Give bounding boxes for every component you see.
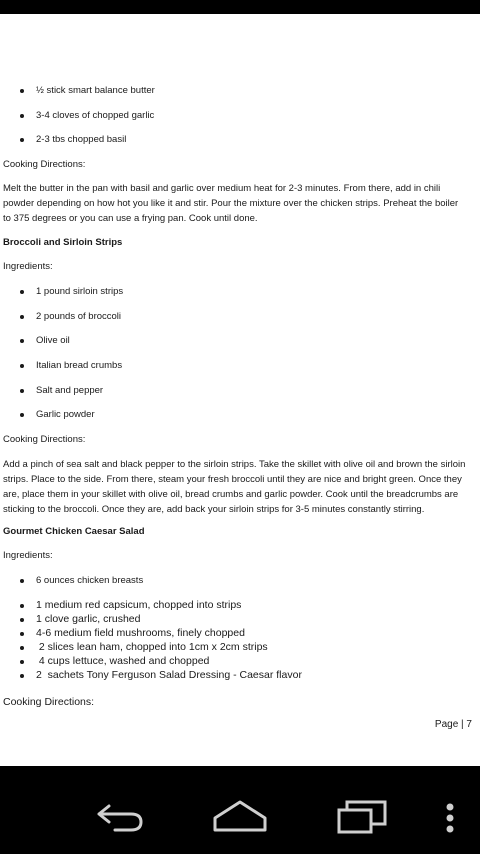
ingredient-item: 3-4 cloves of chopped garlic [36,110,155,121]
ingredient-item: Garlic powder [36,409,95,420]
document-page[interactable] [0,14,480,766]
bullet [20,138,24,142]
ingredients-label: Ingredients: [3,550,53,561]
back-button[interactable] [85,796,155,836]
directions-line: sticking to the broccoli. Once they are, add back your sirloin strips for 3-5 minutes constantly stirring. [3,504,425,515]
ingredient-item: ½ stick smart balance butter [36,85,155,96]
back-arrow-icon [85,796,155,836]
directions-line: strips. Place to the side. From there, steam your fresh broccoli until they are nice and bright green. Once they [3,474,462,485]
recents-icon [327,796,397,836]
home-button[interactable] [205,796,275,836]
ingredient-item: 1 pound sirloin strips [36,286,124,297]
directions-line: are, place them in your skillet with olive oil, bread crumbs and garlic powder. Cook until the breadcrumbs are [3,489,459,500]
bullet [20,618,24,622]
bullet [20,114,24,118]
bullet [20,389,24,393]
ingredient-item: 6 ounces chicken breasts [36,575,144,586]
ingredient-item: 2-3 tbs chopped basil [36,134,127,145]
directions-label: Cooking Directions: [3,434,86,445]
directions-paragraph [3,457,475,517]
ingredients-label: Ingredients: [3,261,53,272]
directions-label: Cooking Directions: [3,159,86,170]
ingredient-item: Olive oil [36,335,70,346]
recents-button[interactable] [327,796,397,836]
bullet [20,339,24,343]
recipe-title: Gourmet Chicken Caesar Salad [3,526,145,537]
bullet [20,579,24,583]
ingredient-item: 1 clove garlic, crushed [36,613,141,625]
ingredient-item: Italian bread crumbs [36,360,123,371]
bullet [20,660,24,664]
directions-label: Cooking Directions: [3,696,95,708]
bullet [20,604,24,608]
ingredient-item: 2 slices lean ham, chopped into 1cm x 2cm strips [36,641,268,653]
home-icon [205,796,275,836]
bullet [20,89,24,93]
status-bar [0,0,480,14]
directions-line: Melt the butter in the pan with basil and garlic over medium heat for 2-3 minutes. From there, add in chili [3,183,441,194]
overflow-menu-button[interactable] [420,796,480,836]
bullet [20,315,24,319]
ingredient-item: 4 cups lettuce, washed and chopped [36,655,210,667]
ingredient-item: Salt and pepper [36,385,104,396]
directions-line: powder depending on how hot you like it and stir. Pour the mixture over the chicken strips. Preheat the boiler [3,198,459,209]
bullet [20,674,24,678]
navigation-bar [0,766,480,854]
ingredient-item: 2 sachets Tony Ferguson Salad Dressing - Caesar flavor [36,669,302,681]
bullet [20,364,24,368]
page-number: Page | 7 [434,719,472,730]
directions-line: to 375 degrees or you can use a frying pan. Cook until done. [3,213,258,224]
bullet [20,632,24,636]
bullet [20,646,24,650]
ingredient-item: 1 medium red capsicum, chopped into strips [36,599,242,611]
recipe-title: Broccoli and Sirloin Strips [3,237,123,248]
ingredient-item: 4-6 medium field mushrooms, finely chopped [36,627,245,639]
bullet [20,290,24,294]
directions-line: Add a pinch of sea salt and black pepper to the sirloin strips. Take the skillet with olive oil and brown the sirloin [3,459,466,470]
overflow-menu-icon [420,796,480,836]
ingredient-item: 2 pounds of broccoli [36,311,122,322]
directions-paragraph [3,181,475,226]
bullet [20,413,24,417]
